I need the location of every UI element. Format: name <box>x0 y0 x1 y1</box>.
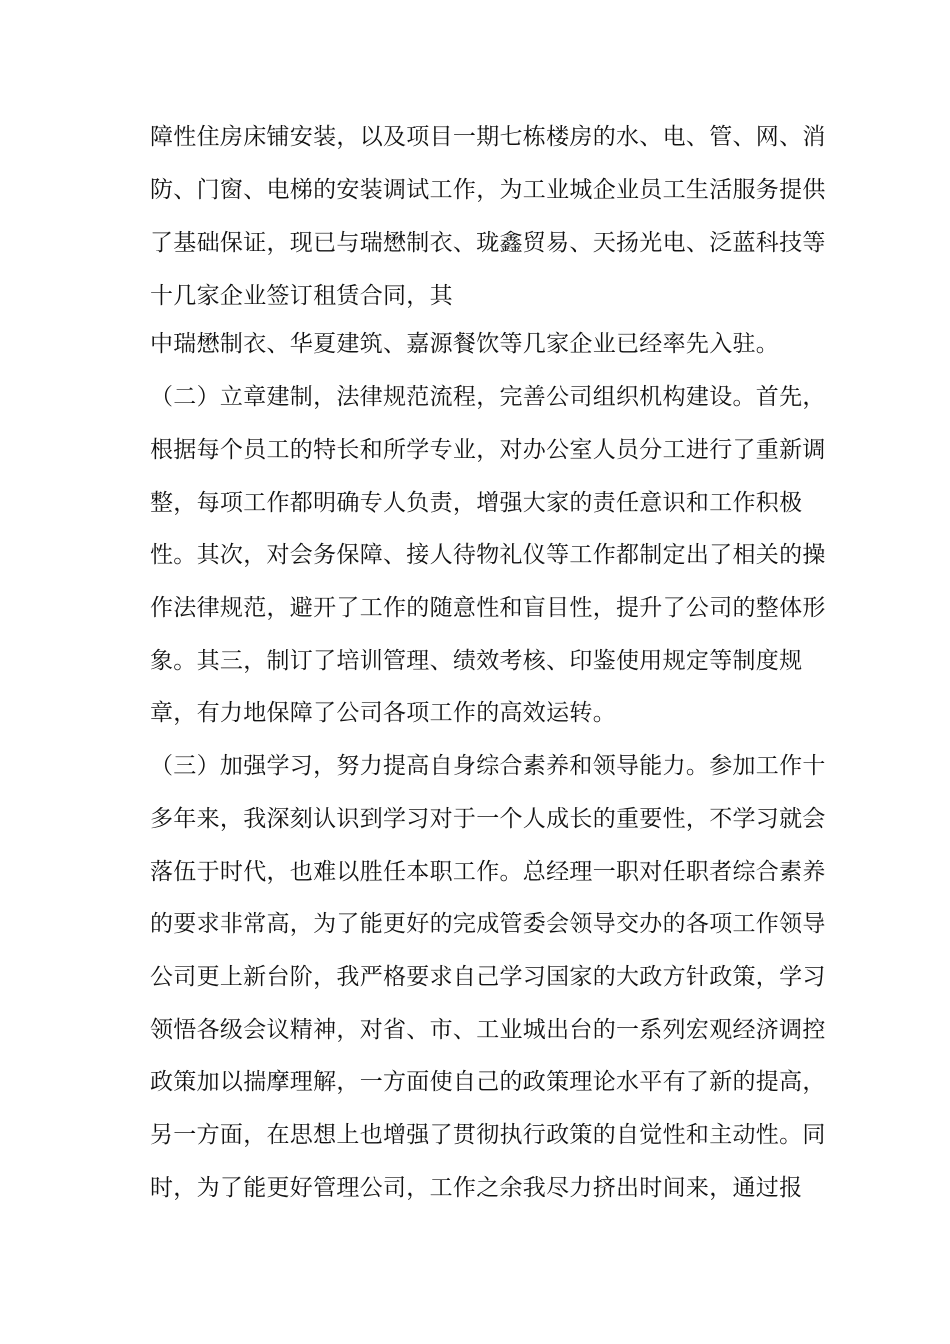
section-heading-2: （二）立章建制，法律规范流程，完善公司组织机构建设。首先， <box>150 384 826 410</box>
text-line: 整，每项工作都明确专人负责，增强大家的责任意识和工作积极 <box>150 490 803 516</box>
text-line: 政策加以揣摩理解，一方面使自己的政策理论水平有了新的提高， <box>150 1069 826 1095</box>
text-line: 障性住房床铺安装，以及项目一期七栋楼房的水、电、管、网、消 <box>150 124 826 150</box>
text-line: 领悟各级会议精神，对省、市、工业城出台的一系列宏观经济调控 <box>150 1017 826 1043</box>
text-line: 作法律规范，避开了工作的随意性和盲目性，提升了公司的整体形 <box>150 595 826 621</box>
text-line: 防、门窗、电梯的安装调试工作，为工业城企业员工生活服务提供 <box>150 177 826 203</box>
text-line: 了基础保证，现已与瑞懋制衣、珑鑫贸易、天扬光电、泛蓝科技等 <box>150 230 826 256</box>
text-line: 中瑞懋制衣、华夏建筑、嘉源餐饮等几家企业已经率先入驻。 <box>150 331 780 357</box>
text-line: 根据每个员工的特长和所学专业，对办公室人员分工进行了重新调 <box>150 437 826 463</box>
text-line: 多年来，我深刻认识到学习对于一个人成长的重要性，不学习就会 <box>150 806 826 832</box>
text-line: 性。其次，对会务保障、接人待物礼仪等工作都制定出了相关的操 <box>150 542 826 568</box>
text-line: 十几家企业签订租赁合同，其 <box>150 283 453 309</box>
text-line: 落伍于时代，也难以胜任本职工作。总经理一职对任职者综合素养 <box>150 859 826 885</box>
text-line: 公司更上新台阶，我严格要求自己学习国家的大政方针政策，学习 <box>150 964 826 990</box>
text-line: 的要求非常高，为了能更好的完成管委会领导交办的各项工作领导 <box>150 911 826 937</box>
text-line: 象。其三，制订了培训管理、绩效考核、印鉴使用规定等制度规 <box>150 648 803 674</box>
text-line: 章，有力地保障了公司各项工作的高效运转。 <box>150 700 616 726</box>
text-line: 另一方面，在思想上也增强了贯彻执行政策的自觉性和主动性。同 <box>150 1122 826 1148</box>
text-line: 时，为了能更好管理公司，工作之余我尽力挤出时间来，通过报 <box>150 1175 803 1201</box>
section-heading-3: （三）加强学习，努力提高自身综合素养和领导能力。参加工作十 <box>150 753 826 779</box>
